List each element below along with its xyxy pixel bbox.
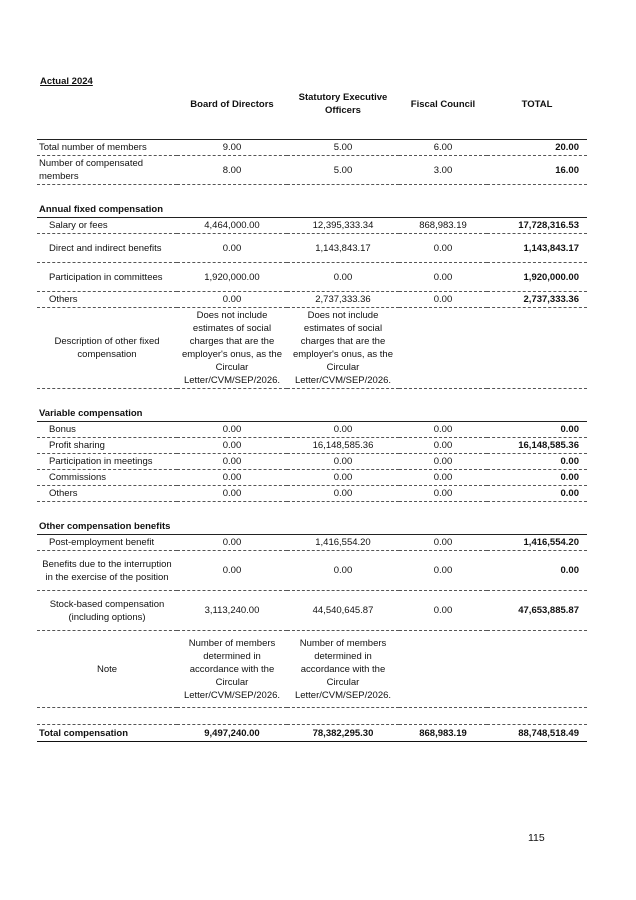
cell-exec: 5.00 xyxy=(287,140,399,156)
table-row xyxy=(37,438,587,454)
page-number: 115 xyxy=(528,832,545,844)
cell-fiscal: 868,983.19 xyxy=(399,725,487,742)
cell-board: 0.00 xyxy=(177,486,287,502)
cell-fiscal: 0.00 xyxy=(399,438,487,454)
cell-board: 0.00 xyxy=(177,438,287,454)
total-row xyxy=(37,725,587,742)
header-row xyxy=(37,84,587,127)
cell-board: 0.00 xyxy=(177,234,287,263)
cell-board: 9,497,240.00 xyxy=(177,725,287,742)
row-label: Post-employment benefit xyxy=(37,535,177,551)
table-row xyxy=(37,454,587,470)
row-label: Direct and indirect benefits xyxy=(37,234,177,263)
table-row xyxy=(37,422,587,438)
cell-exec: 2,737,333.36 xyxy=(287,292,399,308)
cell-total: 0.00 xyxy=(487,551,587,591)
cell-exec: 0.00 xyxy=(287,470,399,486)
cell-fiscal: 0.00 xyxy=(399,292,487,308)
header-exec: Statutory Executive Officers xyxy=(298,92,388,116)
cell-total: 1,143,843.17 xyxy=(487,234,587,263)
cell-total: 1,920,000.00 xyxy=(487,263,587,292)
cell-total: 1,416,554.20 xyxy=(487,535,587,551)
row-label: Stock-based compensation (including options) xyxy=(37,591,177,631)
table-row xyxy=(37,140,587,156)
cell-fiscal: 0.00 xyxy=(399,470,487,486)
table-row xyxy=(37,551,587,591)
cell-exec: 0.00 xyxy=(287,551,399,591)
table-title: Actual 2024 xyxy=(40,76,93,87)
cell-board: 9.00 xyxy=(177,140,287,156)
row-label: Profit sharing xyxy=(37,438,177,454)
table-row xyxy=(37,218,587,234)
cell-board: 0.00 xyxy=(177,470,287,486)
section-title: Other compensation benefits xyxy=(37,518,177,535)
cell-fiscal: 0.00 xyxy=(399,454,487,470)
cell-exec: 44,540,645.87 xyxy=(287,591,399,631)
row-label: Total compensation xyxy=(37,725,177,742)
cell-total: 88,748,518.49 xyxy=(487,725,587,742)
cell-fiscal: 0.00 xyxy=(399,422,487,438)
header-board: Board of Directors xyxy=(190,98,274,110)
cell-total: 0.00 xyxy=(487,470,587,486)
section-title: Variable compensation xyxy=(37,405,587,422)
table-row xyxy=(37,486,587,502)
row-label: Commissions xyxy=(37,470,177,486)
row-label: Participation in meetings xyxy=(37,454,177,470)
cell-total: 16.00 xyxy=(487,156,587,185)
row-label: Number of compensated members xyxy=(37,156,177,185)
cell-total: 0.00 xyxy=(487,454,587,470)
cell-board: 0.00 xyxy=(177,422,287,438)
cell-fiscal: 0.00 xyxy=(399,234,487,263)
cell-exec: 0.00 xyxy=(287,486,399,502)
cell-exec: 78,382,295.30 xyxy=(287,725,399,742)
cell-exec: 1,143,843.17 xyxy=(287,234,399,263)
row-label: Participation in committees xyxy=(37,263,177,292)
cell-exec: 1,416,554.20 xyxy=(287,535,399,551)
row-label: Note xyxy=(37,631,177,708)
cell-exec: 5.00 xyxy=(287,156,399,185)
cell-fiscal: 868,983.19 xyxy=(399,218,487,234)
cell-fiscal: 3.00 xyxy=(399,156,487,185)
cell-fiscal: 0.00 xyxy=(399,591,487,631)
row-label: Benefits due to the interruption in the exercise of the position xyxy=(37,551,177,591)
row-label: Others xyxy=(37,292,177,308)
table-row xyxy=(37,470,587,486)
cell-board: 8.00 xyxy=(177,156,287,185)
cell-total: 17,728,316.53 xyxy=(487,218,587,234)
cell-board: 4,464,000.00 xyxy=(177,218,287,234)
compensation-table xyxy=(37,84,587,742)
row-label: Others xyxy=(37,486,177,502)
cell-total: 47,653,885.87 xyxy=(487,591,587,631)
section-header-variable xyxy=(37,405,587,422)
section-header-fixed xyxy=(37,201,587,218)
cell-board: 3,113,240.00 xyxy=(177,591,287,631)
cell-fiscal: 0.00 xyxy=(399,486,487,502)
cell-board: 0.00 xyxy=(177,292,287,308)
cell-exec: 0.00 xyxy=(287,263,399,292)
cell-board: 0.00 xyxy=(177,535,287,551)
cell-fiscal: 0.00 xyxy=(399,535,487,551)
cell-fiscal: 0.00 xyxy=(399,551,487,591)
cell-total: 16,148,585.36 xyxy=(487,438,587,454)
table-row xyxy=(37,156,587,185)
cell-fiscal: 0.00 xyxy=(399,263,487,292)
cell-exec: 0.00 xyxy=(287,454,399,470)
cell-board: 1,920,000.00 xyxy=(177,263,287,292)
cell-total: 0.00 xyxy=(487,486,587,502)
cell-board: Number of members determined in accordance with the Circular Letter/CVM/SEP/2026. xyxy=(177,631,287,708)
cell-exec: 12,395,333.34 xyxy=(287,218,399,234)
row-label: Bonus xyxy=(37,422,177,438)
cell-exec: Does not include estimates of social charges that are the employer's onus, as the Circular Letter/CVM/SEP/2026. xyxy=(287,308,399,389)
table-row xyxy=(37,591,587,631)
row-label: Salary or fees xyxy=(37,218,177,234)
table-row xyxy=(37,292,587,308)
cell-total: 2,737,333.36 xyxy=(487,292,587,308)
table-row xyxy=(37,308,587,389)
table-row xyxy=(37,535,587,551)
header-total: TOTAL xyxy=(521,98,553,110)
header-fiscal: Fiscal Council xyxy=(410,98,476,110)
cell-total: 0.00 xyxy=(487,422,587,438)
cell-board: 0.00 xyxy=(177,454,287,470)
row-label: Total number of members xyxy=(37,140,177,156)
cell-total: 20.00 xyxy=(487,140,587,156)
cell-exec: 0.00 xyxy=(287,422,399,438)
cell-board: 0.00 xyxy=(177,551,287,591)
section-title: Annual fixed compensation xyxy=(37,201,587,218)
table-row xyxy=(37,263,587,292)
cell-board: Does not include estimates of social charges that are the employer's onus, as the Circular Letter/CVM/SEP/2026. xyxy=(177,308,287,389)
table-row xyxy=(37,234,587,263)
table-row xyxy=(37,631,587,708)
cell-fiscal: 6.00 xyxy=(399,140,487,156)
cell-exec: Number of members determined in accordance with the Circular Letter/CVM/SEP/2026. xyxy=(287,631,399,708)
section-header-other xyxy=(37,518,587,535)
row-label: Description of other fixed compensation xyxy=(37,308,177,389)
cell-exec: 16,148,585.36 xyxy=(287,438,399,454)
